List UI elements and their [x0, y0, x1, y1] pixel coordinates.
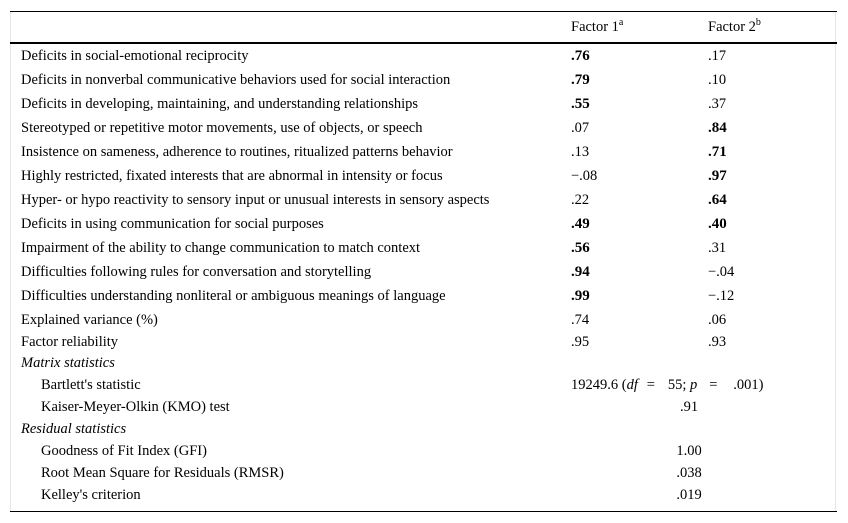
section-title-matrix: Matrix statistics — [21, 355, 115, 371]
factor-1-loading: .13 — [571, 144, 590, 160]
table-row — [0, 45, 848, 67]
kmo-value: .91 — [679, 399, 699, 415]
factor-1-loading: .07 — [571, 120, 590, 136]
factor-2-loading: .40 — [708, 216, 727, 232]
row-label: Deficits in nonverbal communicative behaviors used for social interaction — [21, 72, 451, 88]
table-row-rmsr — [0, 462, 848, 484]
section-row-matrix — [0, 352, 848, 374]
factor-1-loading: .22 — [571, 192, 590, 208]
column-header-factor-2: Factor 2$^b$ — [708, 17, 761, 35]
factor-1-loading: .99 — [571, 288, 590, 304]
factor-1-loading: .49 — [571, 216, 590, 232]
factor-2-loading: .64 — [708, 192, 727, 208]
table-row — [0, 69, 848, 91]
section-row-residual — [0, 418, 848, 440]
factor-1-loading: .74 — [571, 312, 590, 328]
factor-1-loading: .76 — [571, 48, 590, 64]
factor-2-loading: −.12 — [708, 288, 735, 304]
table-row — [0, 331, 848, 353]
column-header-factor-1: Factor 1$^a$ — [571, 17, 624, 35]
factor-1-loading: .56 — [571, 240, 590, 256]
row-label: Hyper- or hypo reactivity to sensory input or unusual interests in sensory aspects — [21, 192, 490, 208]
row-label: Impairment of the ability to change communication to match context — [21, 240, 421, 256]
row-label: Deficits in developing, maintaining, and understanding relationships — [21, 96, 419, 112]
gfi-value: 1.00 — [676, 443, 702, 459]
table-row — [0, 309, 848, 331]
row-label: Deficits in social-emotional reciprocity — [21, 48, 249, 64]
table-top-rule — [10, 11, 837, 12]
kmo-label: Kaiser-Meyer-Olkin (KMO) test — [41, 399, 230, 415]
factor-2-loading: .37 — [708, 96, 727, 112]
row-label: Stereotyped or repetitive motor movements, use of objects, or speech — [21, 120, 423, 136]
table-row — [0, 237, 848, 259]
row-label: Highly restricted, fixated interests that are abnormal in intensity or focus — [21, 168, 443, 184]
factor-2-loading: .93 — [708, 334, 727, 350]
factor-2-loading: .71 — [708, 144, 727, 160]
table-row-gfi — [0, 440, 848, 462]
table-row-kelley — [0, 484, 848, 506]
row-label: Difficulties following rules for conversation and storytelling — [21, 264, 372, 280]
table-row — [0, 189, 848, 211]
factor-2-loading: .84 — [708, 120, 727, 136]
rmsr-value: .038 — [676, 465, 702, 481]
rmsr-label: Root Mean Square for Residuals (RMSR) — [41, 465, 284, 481]
table-bottom-rule — [10, 511, 837, 512]
table-row — [0, 165, 848, 187]
factor-2-loading: .31 — [708, 240, 727, 256]
table-row — [0, 93, 848, 115]
factor-1-loading: .79 — [571, 72, 590, 88]
factor-1-loading: .55 — [571, 96, 590, 112]
kelley-label: Kelley's criterion — [41, 487, 141, 503]
section-title-residual: Residual statistics — [21, 421, 127, 437]
factor-2-loading: .10 — [708, 72, 727, 88]
gfi-label: Goodness of Fit Index (GFI) — [41, 443, 207, 459]
factor-1-loading: −.08 — [571, 168, 598, 184]
row-label: Deficits in using communication for social purposes — [21, 216, 324, 232]
kelley-value: .019 — [676, 487, 702, 503]
table-row — [0, 213, 848, 235]
table-row — [0, 285, 848, 307]
factor-2-loading: −.04 — [708, 264, 735, 280]
factor-2-loading: .06 — [708, 312, 727, 328]
factor-1-loading: .95 — [571, 334, 590, 350]
table-row — [0, 261, 848, 283]
table-header-rule — [10, 42, 837, 44]
table-row — [0, 141, 848, 163]
row-label: Explained variance (%) — [21, 312, 158, 328]
table-row-bartlett — [0, 374, 848, 396]
row-label: Insistence on sameness, adherence to routines, ritualized patterns behavior — [21, 144, 453, 160]
factor-2-loading: .97 — [708, 168, 727, 184]
row-label: Factor reliability — [21, 334, 119, 350]
bartlett-label: Bartlett's statistic — [41, 377, 141, 393]
table-row-kmo — [0, 396, 848, 418]
bartlett-value: 19249.6 (df = 55; p = .001) — [571, 377, 764, 393]
row-label: Difficulties understanding nonliteral or ambiguous meanings of language — [21, 288, 446, 304]
table-row — [0, 117, 848, 139]
factor-2-loading: .17 — [708, 48, 727, 64]
factor-1-loading: .94 — [571, 264, 590, 280]
